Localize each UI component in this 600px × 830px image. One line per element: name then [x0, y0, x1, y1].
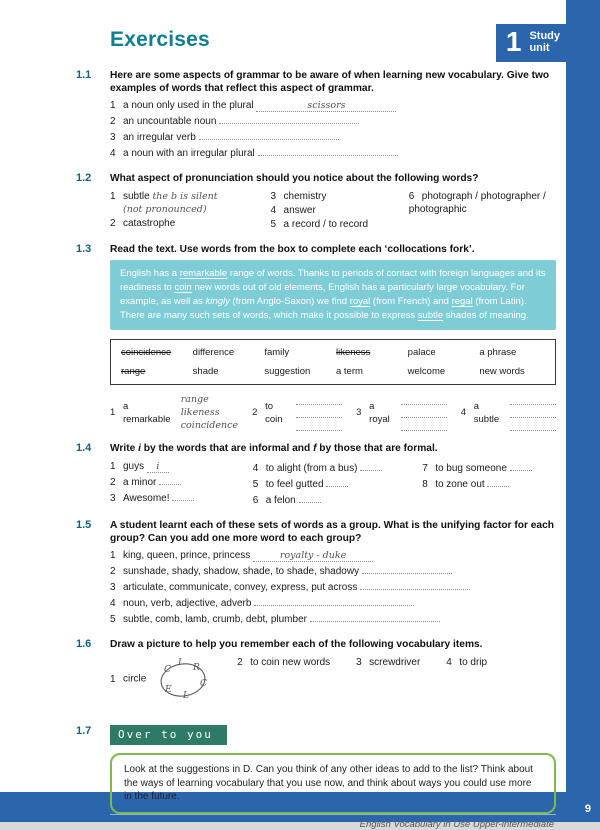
- exercise-item: [110, 99, 556, 112]
- answer-blank: [360, 460, 382, 471]
- doodle-letter: C: [200, 679, 208, 689]
- item-text: king, queen, prince, princess: [123, 550, 251, 561]
- section-prompt: A student learnt each of these sets of words as a group. What is the unifying factor for each group? Can you add one more word to each group?: [110, 520, 554, 544]
- item-number: 3: [110, 132, 116, 143]
- section-number: 1.7: [76, 725, 92, 737]
- exercise-item: [110, 611, 556, 626]
- item-number: 4: [270, 205, 277, 216]
- collocation-forks: [110, 394, 556, 431]
- answer-blank: [253, 551, 373, 562]
- item-text: a remarkable: [123, 400, 171, 425]
- page-header: [110, 26, 560, 57]
- answer-blank: [159, 474, 181, 485]
- answer-blank: [401, 420, 447, 431]
- exercise-item: [253, 476, 422, 491]
- word-box-item: palace: [407, 347, 436, 358]
- word-box-item: range: [121, 366, 146, 377]
- item-text: an uncountable noun: [123, 116, 217, 127]
- item-text: a minor: [123, 477, 157, 488]
- handwritten-answer: the b is silent: [152, 191, 218, 202]
- circle-doodle: [155, 656, 211, 702]
- item-number: 4: [110, 148, 116, 159]
- item-text: screwdriver: [369, 657, 421, 668]
- word-box-item: a phrase: [479, 347, 517, 358]
- item-number: 7: [422, 463, 428, 474]
- exercise-item: [110, 563, 556, 578]
- book-title: English Vocabulary in Use Upper-intermediate: [359, 818, 554, 830]
- prompt-segment: by the words that are informal and: [140, 443, 314, 454]
- prompt-segment: i: [138, 443, 141, 454]
- unit-label-top: Study: [529, 30, 560, 42]
- item-text: articulate, communicate, convey, express, put across: [123, 582, 358, 593]
- answer-blank: [310, 611, 440, 622]
- answer-blank: [219, 113, 359, 124]
- prompt-segment: Write: [110, 443, 139, 454]
- item-text: guys: [123, 461, 145, 472]
- answer-blank: [326, 476, 348, 487]
- item-text: subtle, comb, lamb, crumb, debt, plumber: [123, 614, 307, 625]
- answer-blank: [172, 490, 194, 501]
- item-number: 5: [270, 219, 277, 230]
- passage-segment: coin: [174, 282, 192, 293]
- item-number: 1: [110, 191, 116, 202]
- item-columns: [110, 189, 556, 232]
- answer-blank: [296, 407, 342, 418]
- exercise-item: [409, 190, 556, 216]
- section-number: 1.5: [76, 519, 92, 531]
- item-number: 5: [252, 479, 259, 490]
- exercise-item: [110, 460, 253, 473]
- handwritten-answer: royalty - duke: [279, 550, 347, 561]
- section-number: 1.6: [76, 638, 92, 650]
- word-box-item: difference: [192, 347, 235, 358]
- exercise-item: [356, 656, 420, 669]
- item-text: photograph / photographer / photographic: [408, 191, 546, 215]
- answer-blank: [510, 407, 556, 418]
- answer-blank: [510, 460, 532, 471]
- answer-blank: [510, 394, 556, 405]
- item-text: sunshade, shady, shadow, shade, to shade, shadowy: [123, 566, 360, 577]
- answer-blank: [199, 129, 339, 140]
- exercise-item: [110, 656, 211, 702]
- item-number: 2: [110, 116, 116, 127]
- item-number: 4: [446, 657, 452, 668]
- item-number: 2: [110, 218, 116, 229]
- section-1-7: [76, 725, 556, 814]
- item-number: 1: [110, 550, 116, 561]
- exercise-item: [110, 474, 253, 489]
- section-number: 1.1: [76, 69, 92, 81]
- fork-answers: [401, 394, 447, 431]
- item-number: 3: [270, 191, 277, 202]
- answer-blank: [147, 462, 169, 473]
- item-text: chemistry: [283, 191, 327, 202]
- exercise-item: [110, 595, 556, 610]
- item-number: 4: [460, 407, 467, 418]
- section-1-1: [76, 69, 556, 161]
- item-text: noun, verb, adjective, adverb: [123, 598, 252, 609]
- item-number: 4: [110, 598, 116, 609]
- section-number: 1.2: [76, 172, 92, 184]
- item-number: 2: [110, 477, 116, 488]
- doodle-letter: C: [164, 665, 172, 675]
- unit-number: 1: [505, 26, 522, 57]
- collocation-fork: [110, 394, 238, 431]
- handwritten-answer: scissors: [307, 100, 346, 111]
- answer-blank: [299, 492, 321, 503]
- page-number: 9: [584, 803, 591, 815]
- item-number: 1: [110, 673, 116, 685]
- exercise-item: [271, 204, 409, 217]
- doodle-letter: R: [193, 663, 200, 673]
- answer-blank: [258, 145, 398, 156]
- fork-answers: [296, 394, 342, 431]
- section-prompt: What aspect of pronunciation should you notice about the following words?: [110, 173, 479, 184]
- item-number: 6: [252, 495, 259, 506]
- item-number: 6: [408, 191, 415, 202]
- answer-blank: [362, 563, 452, 574]
- collocation-fork: [461, 394, 556, 431]
- item-number: 2: [252, 407, 258, 418]
- word-box: [110, 339, 556, 385]
- exercise-item: [110, 549, 556, 562]
- section-prompt: [110, 442, 556, 455]
- word-box-item: coincidence: [121, 347, 172, 358]
- section-prompt: Here are some aspects of grammar to be aware of when learning new vocabulary. Give two examples of words that reflect this aspect of grammar.: [110, 70, 550, 94]
- passage-segment: (from Latin). There are many such sets of words, which make it possible to express: [120, 296, 527, 321]
- item-number: 1: [110, 461, 116, 472]
- item-text: a subtle: [473, 400, 500, 425]
- exercise-item: [253, 492, 422, 507]
- unit-label-bottom: unit: [529, 42, 550, 54]
- word-box-item: new words: [479, 366, 525, 377]
- item-number: 3: [356, 407, 362, 418]
- doodle-letter: E: [165, 685, 172, 695]
- item-number: 3: [110, 493, 116, 504]
- item-columns: [110, 459, 556, 508]
- answer-blank: [254, 595, 414, 606]
- exercise-item: [253, 460, 422, 475]
- passage-segment: (from French) and: [370, 296, 452, 307]
- reading-passage: [110, 260, 556, 330]
- section-number: 1.4: [76, 442, 92, 454]
- fork-answers: [510, 394, 556, 431]
- answer-blank: [360, 579, 470, 590]
- word-box-item: likeness: [335, 347, 371, 358]
- exercise-item: [422, 460, 556, 475]
- item-text: to bug someone: [435, 463, 507, 474]
- item-text: circle: [123, 673, 147, 685]
- item-number: 8: [422, 479, 428, 490]
- item-number: 3: [110, 582, 116, 593]
- passage-segment: shades of meaning.: [443, 310, 529, 321]
- section-prompt: Read the text. Use words from the box to complete each ‘collocations fork’.: [110, 244, 475, 255]
- exercise-item: [110, 129, 556, 144]
- answer-blank: [256, 101, 396, 112]
- exercise-item: [110, 579, 556, 594]
- handwritten-answer: range: [180, 394, 209, 405]
- item-number: 2: [110, 566, 116, 577]
- passage-segment: kingly: [205, 296, 230, 307]
- passage-segment: (from Anglo-Saxon) we find: [229, 296, 350, 307]
- item-number: 1: [110, 100, 116, 111]
- passage-segment: subtle: [417, 310, 444, 321]
- answer-blank: [487, 476, 509, 487]
- item-text: to drip: [459, 657, 488, 668]
- handwritten-answer: coincidence: [180, 420, 239, 431]
- exercise-item: [446, 656, 487, 669]
- item-number: 3: [356, 657, 362, 668]
- answer-blank: [401, 394, 447, 405]
- item-text: a record / to record: [283, 219, 369, 230]
- item-number: 4: [252, 463, 259, 474]
- word-box-item: suggestion: [264, 366, 311, 377]
- handwritten-answer: (not pronounced): [123, 204, 207, 215]
- section-1-6: [76, 638, 556, 703]
- item-text: a noun only used in the plural: [123, 100, 254, 111]
- item-text: a noun with an irregular plural: [123, 148, 255, 159]
- handwritten-answer: i: [156, 461, 160, 472]
- unit-label: [529, 30, 560, 54]
- item-text: to coin new words: [250, 657, 331, 668]
- item-text: to feel gutted: [265, 479, 324, 490]
- section-1-5: [76, 519, 556, 627]
- answer-blank: [510, 420, 556, 431]
- item-text: catastrophe: [123, 218, 176, 229]
- book-cover-edge-right: [566, 0, 600, 822]
- exercise-item: [422, 476, 556, 491]
- item-text: to zone out: [435, 479, 485, 490]
- exercise-item: [110, 490, 253, 505]
- item-text: Awesome!: [123, 493, 170, 504]
- passage-segment: range of words. Thanks to periods of contact with foreign languages and its readiness to: [120, 268, 546, 293]
- word-box-item: welcome: [407, 366, 446, 377]
- picture-items: [110, 655, 556, 703]
- item-text: a royal: [369, 400, 390, 425]
- page-title: Exercises: [110, 28, 210, 51]
- item-text: an irregular verb: [123, 132, 196, 143]
- over-to-you-badge: Over to you: [110, 725, 227, 745]
- over-to-you-box: Look at the suggestions in D. Can you think of any other ideas to add to the list? Think about the ways of learning vocabulary that you use now, and think about ways you could use more in the future.: [110, 753, 556, 814]
- book-footer: [110, 814, 556, 830]
- word-box-item: family: [264, 347, 290, 358]
- exercise-item: [271, 190, 409, 203]
- exercise-item: [110, 145, 556, 160]
- doodle-letter: L: [183, 691, 190, 701]
- passage-segment: remarkable: [179, 268, 228, 279]
- item-text: answer: [283, 205, 316, 216]
- passage-segment: English has a: [120, 268, 180, 279]
- prompt-segment: by those that are formal.: [316, 443, 438, 454]
- passage-segment: royal: [349, 296, 371, 307]
- section-1-4: [76, 442, 556, 508]
- doodle-letter: I: [178, 658, 182, 668]
- answer-blank: [296, 420, 342, 431]
- passage-segment: new words out of old elements, English has a particularly large vocabulary. For example, as well as: [120, 282, 525, 307]
- exercise-item: [110, 190, 271, 216]
- answer-blank: [401, 407, 447, 418]
- fork-answers: [181, 394, 238, 431]
- exercise-item: [110, 113, 556, 128]
- exercise-item: [271, 218, 409, 231]
- item-number: 5: [110, 614, 116, 625]
- exercise-item: [110, 217, 271, 230]
- word-box-item: a term: [335, 366, 363, 377]
- exercise-item: [237, 656, 330, 669]
- section-prompt: Draw a picture to help you remember each of the following vocabulary items.: [110, 639, 483, 650]
- collocation-fork: [252, 394, 342, 431]
- section-number: 1.3: [76, 243, 92, 255]
- item-text: a felon: [265, 495, 296, 506]
- passage-segment: regal: [451, 296, 473, 307]
- word-box-item: shade: [192, 366, 219, 377]
- answer-blank: [296, 394, 342, 405]
- item-number: 2: [237, 657, 243, 668]
- prompt-segment: f: [313, 443, 317, 454]
- item-text: to coin: [265, 400, 283, 425]
- section-1-3: [76, 243, 556, 431]
- collocation-fork: [356, 394, 447, 431]
- handwritten-answer: likeness: [180, 407, 220, 418]
- study-unit-badge: [496, 24, 570, 62]
- section-1-2: [76, 172, 556, 232]
- item-number: 1: [110, 407, 116, 418]
- item-text: subtle: [123, 191, 150, 202]
- item-text: to alight (from a bus): [265, 463, 358, 474]
